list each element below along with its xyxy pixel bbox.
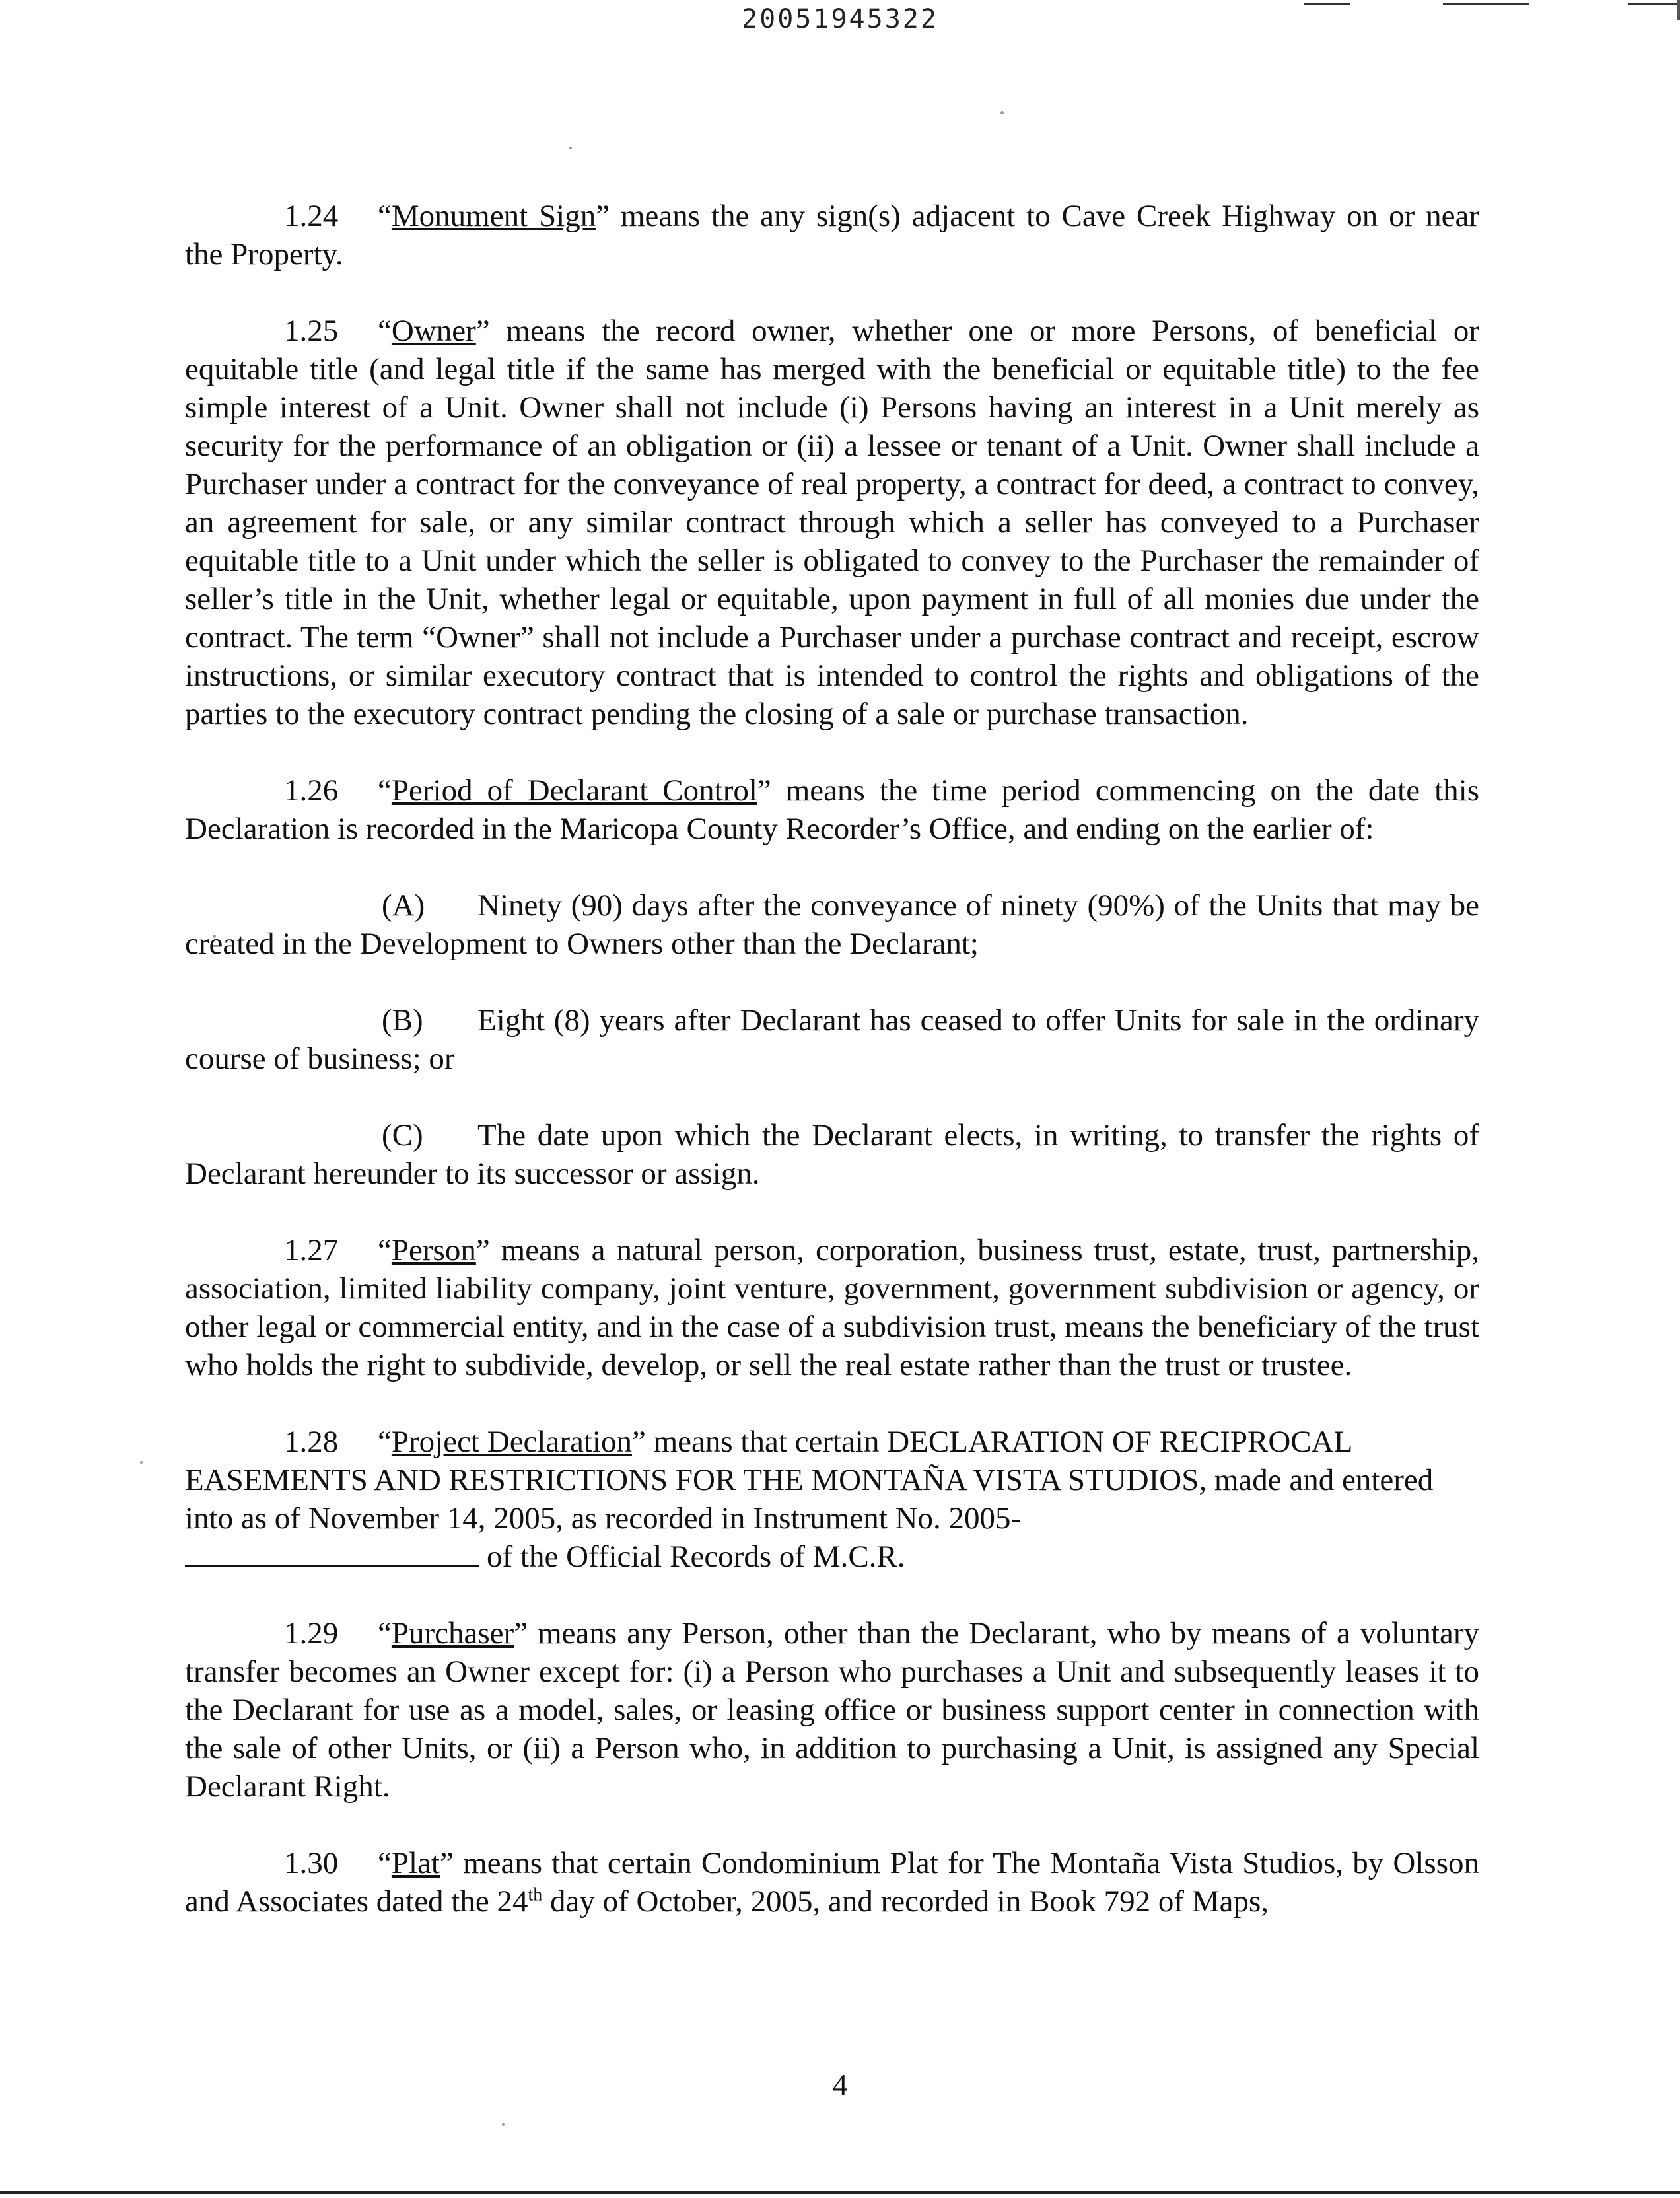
definition-purchaser xyxy=(185,1614,1479,1806)
section-number: 1.25 xyxy=(284,314,339,348)
definition-text-line2: of the Official Records of M.C.R. xyxy=(487,1540,905,1574)
open-quote: “ xyxy=(378,1233,392,1267)
definition-owner xyxy=(185,312,1479,733)
scan-speck xyxy=(1000,111,1004,114)
scan-speck xyxy=(140,1461,143,1464)
document-body xyxy=(185,197,1479,1959)
section-number: 1.24 xyxy=(284,199,339,233)
definition-monument-sign xyxy=(185,197,1479,273)
section-number: 1.27 xyxy=(284,1233,339,1267)
page-number: 4 xyxy=(832,2068,848,2102)
section-number: 1.30 xyxy=(284,1846,339,1880)
subitem-b xyxy=(185,1001,1479,1078)
open-quote: “ xyxy=(378,314,392,348)
definition-text-end: day of October, 2005, and recorded in Book 792 of Maps, xyxy=(542,1884,1269,1919)
open-quote: “ xyxy=(378,199,392,233)
subitem-c xyxy=(185,1116,1479,1193)
open-quote: “ xyxy=(378,1425,392,1459)
definition-project-declaration xyxy=(185,1423,1479,1576)
document-number: 20051945322 xyxy=(742,4,938,34)
definition-plat xyxy=(185,1844,1479,1921)
definition-text: ” means the any sign(s) adjacent to Cave Creek Highway on or near the Property. xyxy=(185,199,1480,271)
defined-term: Purchaser xyxy=(391,1616,514,1650)
definition-text: ” means that certain Condominium Plat for The Montaña Vista Studios, by Olsson and Associates dated the 24 xyxy=(185,1846,1479,1919)
defined-term: Owner xyxy=(391,314,476,348)
subitem-text: Ninety (90) days after the conveyance of ninety (90%) of the Units that may be created in the Development to Owners other than the Declarant; xyxy=(185,888,1479,961)
definition-period-of-declarant-control xyxy=(185,771,1479,848)
open-quote: “ xyxy=(378,773,392,808)
defined-term: Project Declaration xyxy=(391,1425,632,1459)
defined-term: Monument Sign xyxy=(391,199,596,233)
open-quote: “ xyxy=(378,1846,392,1880)
scan-speck xyxy=(502,2123,505,2126)
subitem-text: The date upon which the Declarant elects, in writing, to transfer the rights of Declarant hereunder to its successor or assign. xyxy=(185,1118,1479,1191)
subitem-label: (C) xyxy=(382,1118,423,1152)
bottom-rule xyxy=(0,2191,1680,2194)
top-edge-mark-2 xyxy=(1443,3,1529,5)
subitem-label: (A) xyxy=(382,888,425,923)
right-edge-mark xyxy=(1677,0,1680,20)
instrument-number-blank xyxy=(185,1538,479,1567)
subitem-label: (B) xyxy=(382,1003,423,1038)
top-edge-mark-3 xyxy=(1628,3,1680,5)
subitem-a xyxy=(185,886,1479,963)
section-number: 1.26 xyxy=(284,773,339,808)
defined-term: Period of Declarant Control xyxy=(391,773,757,808)
ordinal-suffix: th xyxy=(528,1884,543,1905)
defined-term: Person xyxy=(391,1233,476,1267)
top-edge-mark-1 xyxy=(1304,3,1350,5)
definition-text: ” means the time period commencing on the date this Declaration is recorded in the Maricopa County Recorder’s Office, and ending on the earlier of: xyxy=(185,773,1479,846)
definition-text: ” means any Person, other than the Declarant, who by means of a voluntary transfer becomes an Owner except for: (i) a Person who purchases a Unit and subsequently leases it to the Declarant for use as a model, sales, or leasing office or business support center in connection with the sale of other Units, or (ii) a Person who, in addition to purchasing a Unit, is assigned any Special Declarant Right. xyxy=(185,1616,1479,1804)
definition-text: ” means that certain DECLARATION OF RECIPROCAL EASEMENTS AND RESTRICTIONS FOR THE MONTAÑA VISTA STUDIOS, made and entered into as of November 14, 2005, as recorded in Instrument No. 2005- xyxy=(185,1425,1434,1536)
section-number: 1.29 xyxy=(284,1616,339,1650)
definition-text: ” means the record owner, whether one or more Persons, of beneficial or equitable title (and legal title if the same has merged with the beneficial or equitable title) to the fee simple interest of a Unit. Owner shall not include (i) Persons having an interest in a Unit merely as security for the performance of an obligation or (ii) a lessee or tenant of a Unit. Owner shall include a Purchaser under a contract for the conveyance of real property, a contract for deed, a contract to convey, an agreement for sale, or any similar contract through which a seller has conveyed to a Purchaser equitable title to a Unit under which the seller is obligated to convey to the Purchaser the remainder of seller’s title in the Unit, whether legal or equitable, upon payment in full of all monies due under the contract. The term “Owner” shall not include a Purchaser under a purchase contract and receipt, escrow instructions, or similar executory contract that is intended to control the rights and obligations of the parties to the executory contract pending the closing of a sale or purchase transaction. xyxy=(185,314,1479,731)
scan-speck xyxy=(569,147,572,149)
subitem-text: Eight (8) years after Declarant has ceased to offer Units for sale in the ordinary course of business; or xyxy=(185,1003,1479,1076)
definition-person xyxy=(185,1231,1479,1384)
section-number: 1.28 xyxy=(284,1425,339,1459)
defined-term: Plat xyxy=(391,1846,440,1880)
definition-text: ” means a natural person, corporation, business trust, estate, trust, partnership, association, limited liability company, joint venture, government, government subdivision or agency, or other legal or commercial entity, and in the case of a subdivision trust, means the beneficiary of the trust who holds the right to subdivide, develop, or sell the real estate rather than the trust or trustee. xyxy=(185,1233,1479,1382)
open-quote: “ xyxy=(378,1616,392,1650)
